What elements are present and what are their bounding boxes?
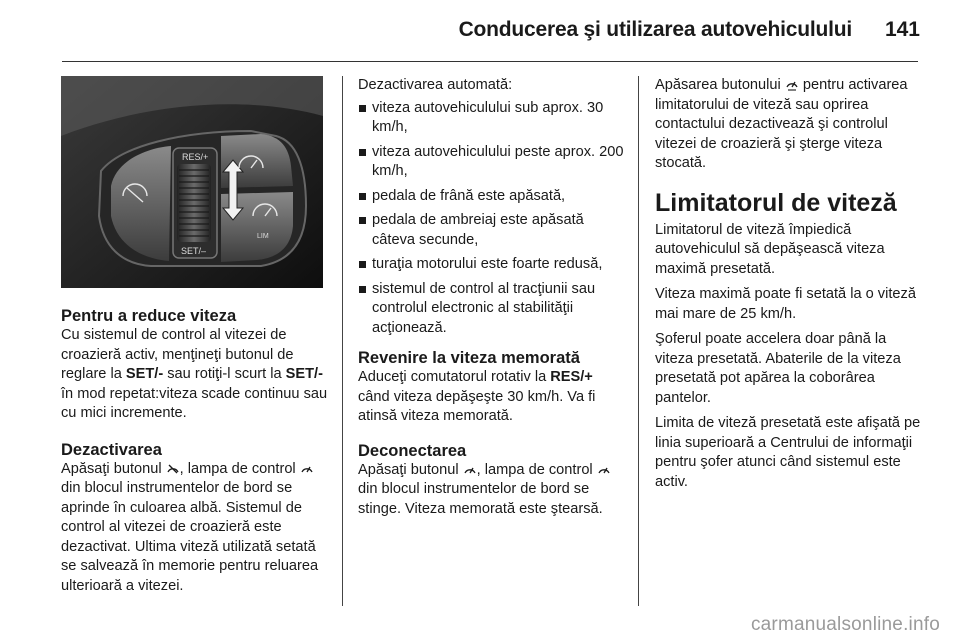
text-run: Apăsaţi butonul bbox=[358, 461, 463, 478]
column-2-text bbox=[358, 76, 628, 525]
list-item: pedala de frână este apăsată, bbox=[358, 187, 628, 207]
column-divider-2 bbox=[638, 76, 639, 606]
disconnect-paragraph bbox=[358, 461, 628, 520]
steering-controls-illustration bbox=[61, 76, 323, 288]
list-item: pedala de ambreiaj este apăsată câteva secunde, bbox=[358, 211, 628, 250]
text-run: , lampa de control bbox=[476, 461, 597, 478]
cruise-off-button-icon bbox=[166, 462, 180, 476]
res-label: RES/+ bbox=[182, 152, 209, 162]
deactivation-paragraph bbox=[61, 460, 331, 597]
column-3-text bbox=[655, 76, 923, 498]
speed-limiter-heading: Limitatorul de viteză bbox=[655, 188, 897, 217]
cruise-control-lamp-icon bbox=[300, 462, 314, 476]
speed-limiter-button-icon bbox=[785, 78, 799, 92]
list-item: turaţia motorului este foarte redusă, bbox=[358, 255, 628, 275]
page-title: Conducerea şi utilizarea autovehiculului bbox=[458, 18, 852, 41]
text-run: Aduceţi comutatorul rotativ la bbox=[358, 369, 551, 385]
limiter-button-paragraph bbox=[655, 76, 923, 174]
page-header bbox=[0, 0, 960, 60]
text-run: în mod repetat:viteza scade continuu sau cu mici incremente. bbox=[61, 385, 328, 421]
resume-speed-heading: Revenire la viteza memorată bbox=[358, 349, 580, 367]
text-run: Apăsaţi butonul bbox=[61, 460, 166, 477]
reduce-speed-heading: Pentru a reduce viteza bbox=[61, 307, 237, 325]
resume-speed-paragraph bbox=[358, 368, 628, 427]
text-run: , lampa de control bbox=[179, 460, 300, 477]
list-item: sistemul de control al tracţiunii sau controlul electronic al stabilităţii acţionează. bbox=[358, 280, 628, 339]
list-item: viteza autovehiculului sub aprox. 30 km/h, bbox=[358, 99, 628, 138]
page-number: 141 bbox=[884, 18, 920, 41]
disconnect-heading: Deconectarea bbox=[358, 441, 467, 460]
steering-wheel-controls-photo bbox=[61, 76, 323, 288]
text-run: sau rotiţi-l scurt la bbox=[163, 366, 286, 382]
text-run: Apăsarea butonului bbox=[655, 77, 785, 93]
res-term: RES/+ bbox=[550, 369, 593, 385]
list-item: viteza autovehiculului peste aprox. 200 km/h, bbox=[358, 143, 628, 182]
text-run: din blocul instrumentelor de bord se stinge. Viteza memorată este ştearsă. bbox=[358, 481, 603, 517]
cruise-control-lamp-icon bbox=[597, 463, 611, 477]
auto-deactivation-list bbox=[358, 99, 628, 339]
watermark: carmanualsonline.info bbox=[750, 614, 940, 635]
column-1-text bbox=[61, 306, 331, 602]
deactivation-heading: Dezactivarea bbox=[61, 440, 162, 459]
text-run: din blocul instrumentelor de bord se aprinde în culoarea albă. Sistemul de control al vitezei de croazieră este dezactivat. Ultima viteză utilizată setată se salvează în memorie pentru reluarea ulterioară a vitezei. bbox=[61, 480, 319, 594]
set-term: SET/- bbox=[285, 366, 323, 382]
column-divider-1 bbox=[342, 76, 343, 606]
set-label: SET/– bbox=[181, 246, 207, 256]
text-run: pentru activarea limitatorului de viteză sau oprirea contactului dezactivează şi controlul vitezei de croazieră şi şterge viteza stocată. bbox=[655, 77, 908, 171]
limiter-paragraph-3: Şoferul poate accelera doar până la viteza presetată. Abaterile de la viteza presetată pot apărea la coborârea pantelor. bbox=[655, 331, 901, 406]
reduce-speed-paragraph bbox=[61, 326, 331, 424]
cruise-button-icon bbox=[463, 463, 477, 477]
text-run: când viteza depăşeşte 30 km/h. Va fi atinsă viteza memorată. bbox=[358, 388, 596, 424]
set-term: SET/- bbox=[125, 366, 164, 382]
auto-deactivation-intro: Dezactivarea automată: bbox=[358, 77, 513, 93]
limiter-paragraph-4: Limita de viteză presetată este afişată pe linia superioară a Centrului de informaţii pentru şofer atunci când sistemul este activ. bbox=[655, 415, 921, 490]
text-run: Cu sistemul de control al vitezei de croazieră activ, menţineţi butonul de reglare la bbox=[61, 327, 294, 382]
lim-label: LIM bbox=[257, 233, 269, 240]
limiter-paragraph-2: Viteza maximă poate fi setată la o viteză mai mare de 25 km/h. bbox=[655, 286, 916, 322]
header-rule bbox=[62, 61, 918, 62]
limiter-paragraph-1: Limitatorul de viteză împiedică autovehiculul să depăşească viteza maximă presetată. bbox=[655, 221, 885, 277]
